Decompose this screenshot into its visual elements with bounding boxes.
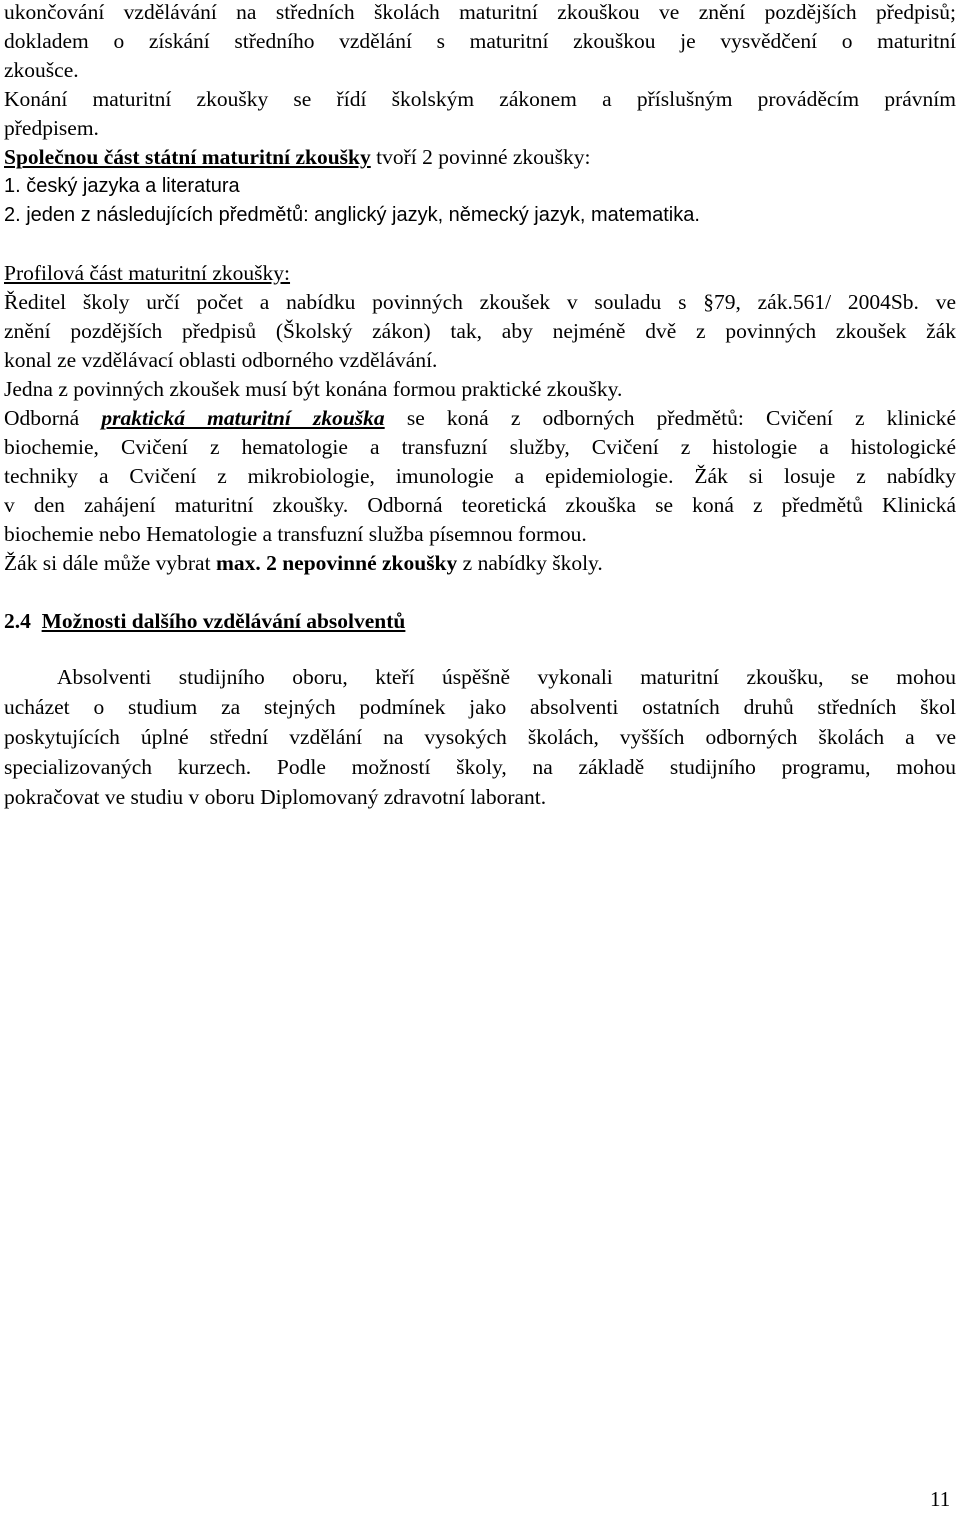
text-span: Odborná — [4, 406, 102, 430]
paragraph-line: Absolventi studijního oboru, kteří úspěšně vykonali maturitní zkoušku, se mohou — [57, 665, 956, 689]
text-line: techniky a Cvičení z mikrobiologie, imunologie a epidemiologie. Žák si losuje z nabídky — [4, 464, 956, 488]
text-line: biochemie, Cvičení z hematologie a transfuzní služby, Cvičení z histologie a histologické — [4, 435, 956, 459]
paragraph-line: poskytujících úplné střední vzdělání na vysokých školách, vyšších odborných školách a ve — [4, 725, 956, 749]
profile-part-heading: Profilová část maturitní zkoušky: — [4, 261, 291, 285]
list-item: 2. jeden z následujících předmětů: anglický jazyk, německý jazyk, matematika. — [4, 204, 700, 226]
common-part-heading: Společnou část státní maturitní zkoušky — [4, 145, 371, 169]
text-line: v den zahájení maturitní zkoušky. Odborná teoretická zkouška se koná z předmětů Klinická — [4, 493, 956, 517]
common-part-line — [4, 142, 956, 172]
text-span: Žák si dále může vybrat — [4, 551, 216, 575]
text-span: z nabídky školy. — [457, 551, 603, 575]
text-span: se koná z odborných předmětů: Cvičení z klinické — [384, 406, 956, 430]
text-line: dokladem o získání středního vzdělání s maturitní zkouškou je vysvědčení o maturitní — [4, 29, 956, 53]
section-title: Možnosti dalšího vzdělávání absolventů — [41, 609, 406, 633]
section-number: 2.4 — [4, 609, 31, 633]
page-number: 11 — [930, 1487, 951, 1511]
common-part-text: tvoří 2 povinné zkoušky: — [370, 145, 591, 169]
paragraph-line: ucházet o studium za stejných podmínek jako absolventi ostatních druhů středních škol — [4, 695, 956, 719]
paragraph-line: specializovaných kurzech. Podle možností školy, na základě studijního programu, mohou — [4, 755, 956, 779]
paragraph-line: pokračovat ve studiu v oboru Diplomovaný zdravotní laborant. — [4, 785, 547, 809]
text-line: biochemie nebo Hematologie a transfuzní služba písemnou formou. — [4, 522, 587, 546]
optional-exams-term: max. 2 nepovinné zkoušky — [215, 551, 458, 575]
text-line: Jedna z povinných zkoušek musí být konána formou praktické zkoušky. — [4, 377, 623, 401]
text-line: znění pozdějších předpisů (Školský zákon) tak, aby nejméně dvě z povinných zkoušek žák — [4, 319, 956, 343]
section-heading — [4, 606, 956, 636]
optional-exams-line — [4, 548, 956, 578]
practical-exam-line — [4, 403, 956, 433]
text-line: Konání maturitní zkoušky se řídí školským zákonem a příslušným prováděcím právním — [4, 87, 956, 111]
text-line: konal ze vzdělávací oblasti odborného vzdělávání. — [4, 348, 438, 372]
list-item: 1. český jazyka a literatura — [4, 175, 240, 197]
practical-exam-term: praktická maturitní zkouška — [101, 406, 385, 430]
text-line: ukončování vzdělávání na středních školách maturitní zkouškou ve znění pozdějších předpisů; — [4, 0, 956, 24]
text-line: předpisem. — [4, 116, 99, 140]
text-line: Ředitel školy určí počet a nabídku povinných zkoušek v souladu s §79, zák.561/ 2004Sb. ve — [4, 290, 956, 314]
text-line: zkoušce. — [4, 58, 79, 82]
